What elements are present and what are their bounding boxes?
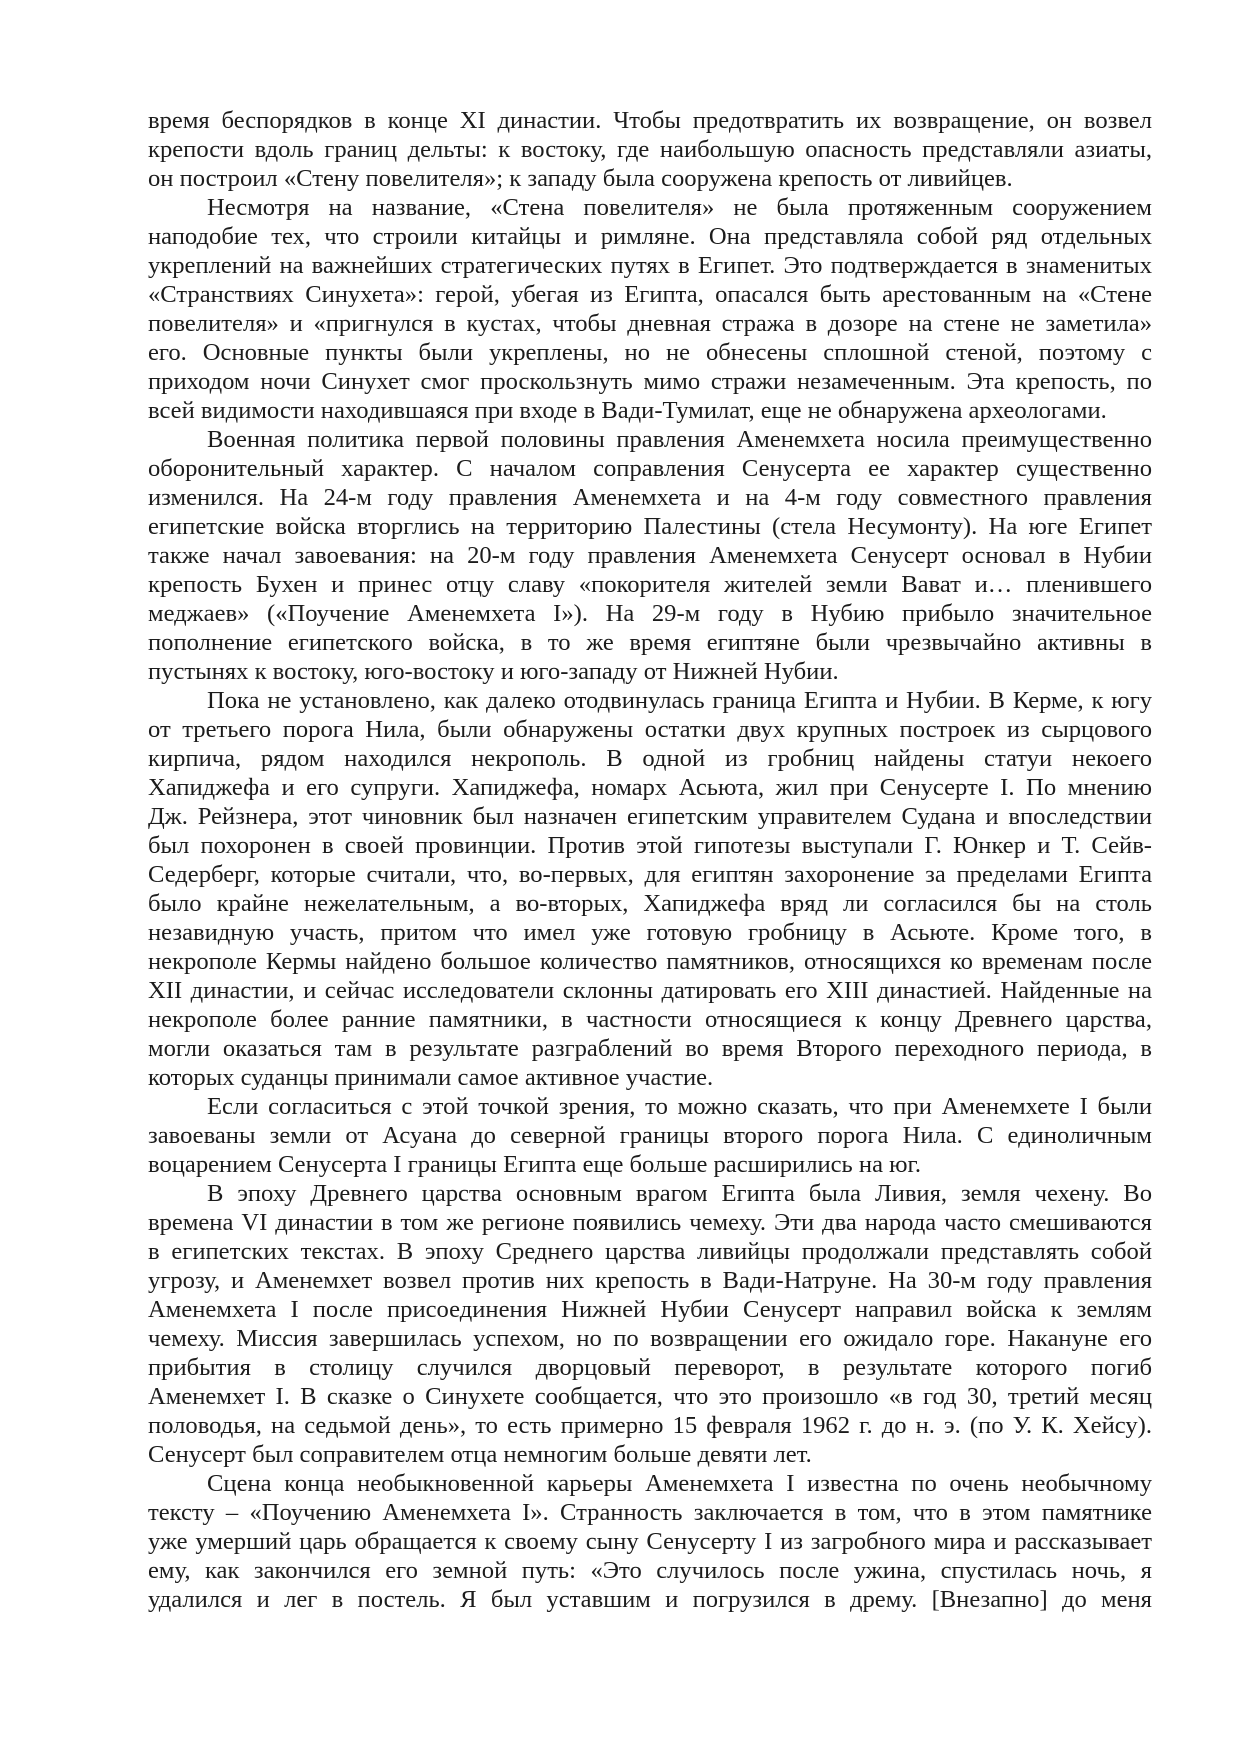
text-line: крепость Бухен и принес отцу славу «покорителя жителей земли Вават и… пленившего [148, 571, 1152, 598]
text-line: крепости вдоль границ дельты: к востоку, где наибольшую опасность представляли азиаты, [148, 136, 1152, 163]
text-line: завоеваны земли от Асуана до северной границы второго порога Нила. С единоличным [148, 1122, 1152, 1149]
text-line: кирпича, рядом находился некрополь. В одной из гробниц найдены статуи некоего [148, 745, 1152, 772]
text-line: Военная политика первой половины правления Аменемхета носила преимущественно [207, 426, 1152, 453]
text-line: Аменемхета I после присоединения Нижней Нубии Сенусерт направил войска к землям [148, 1296, 1152, 1323]
paragraph [148, 1179, 1152, 1469]
text-line: ему, как закончился его земной путь: «Это случилось после ужина, спустилась ночь, я [148, 1557, 1152, 1584]
text-line: оборонительный характер. С началом соправления Сенусерта ее характер существенно [148, 455, 1152, 482]
text-line: Седерберг, которые считали, что, во-первых, для египтян захоронение за пределами Египта [148, 861, 1152, 888]
text-line: чемеху. Миссия завершилась успехом, но по возвращении его ожидало горе. Накануне его [148, 1325, 1152, 1352]
text-line: укреплений на важнейших стратегических путях в Египет. Это подтверждается в знаменитых [148, 252, 1152, 279]
text-line: удалился и лег в постель. Я был уставшим и погрузился в дрему. [Внезапно] до меня [148, 1586, 1152, 1613]
text-line: которых суданцы принимали самое активное участие. [148, 1064, 714, 1091]
text-line: Хапиджефа и его супруги. Хапиджефа, номарх Асьюта, жил при Сенусерте I. По мнению [148, 774, 1152, 801]
text-line: могли оказаться там в результате разграблений во время Второго переходного периода, в [148, 1035, 1152, 1062]
text-line: его. Основные пункты были укреплены, но не обнесены сплошной стеной, поэтому с [148, 339, 1152, 366]
text-line: в египетских текстах. В эпоху Среднего царства ливийцы продолжали представлять собой [148, 1238, 1152, 1265]
text-line: XII династии, и сейчас исследователи склонны датировать его XIII династией. Найденные на [148, 977, 1152, 1004]
text-line: Сцена конца необыкновенной карьеры Аменемхета I известна по очень необычному [207, 1470, 1152, 1497]
text-line: также начал завоевания: на 20-м году правления Аменемхета Сенусерт основал в Нубии [148, 542, 1152, 569]
body-text [148, 106, 1152, 1614]
text-line: некрополе более ранние памятники, в частности относящиеся к концу Древнего царства, [148, 1006, 1152, 1033]
text-line: Сенусерт был соправителем отца немногим больше девяти лет. [148, 1441, 812, 1468]
text-line: «Странствиях Синухета»: герой, убегая из Египта, опасался быть арестованным на «Стене [148, 281, 1152, 308]
text-line: незавидную участь, притом что имел уже готовую гробницу в Асьюте. Кроме того, в [148, 919, 1152, 946]
paragraph-continuation [148, 106, 1152, 193]
text-line: египетские войска вторглись на территорию Палестины (стела Несумонту). На юге Египет [148, 513, 1152, 540]
paragraph [148, 1469, 1152, 1614]
paragraph [148, 193, 1152, 425]
text-line: Пока не установлено, как далеко отодвинулась граница Египта и Нубии. В Керме, к югу [207, 687, 1152, 714]
paragraph [148, 1092, 1152, 1179]
text-line: времена VI династии в том же регионе появились чемеху. Эти два народа часто смешиваются [148, 1209, 1152, 1236]
text-line: Если согласиться с этой точкой зрения, то можно сказать, что при Аменемхете I были [207, 1093, 1152, 1120]
text-line: уже умерший царь обращается к своему сыну Сенусерту I из загробного мира и рассказывает [148, 1528, 1152, 1555]
text-line: Несмотря на название, «Стена повелителя» не была протяженным сооружением [207, 194, 1152, 221]
text-line: изменился. На 24-м году правления Аменемхета и на 4-м году совместного правления [148, 484, 1152, 511]
text-line: от третьего порога Нила, были обнаружены остатки двух крупных построек из сырцового [148, 716, 1152, 743]
text-line: он построил «Стену повелителя»; к западу была сооружена крепость от ливийцев. [148, 165, 1013, 192]
text-line: меджаев» («Поучение Аменемхета I»). На 29-м году в Нубию прибыло значительное [148, 600, 1152, 627]
text-line: пополнение египетского войска, в то же время египтяне были чрезвычайно активны в [148, 629, 1152, 656]
paragraph [148, 425, 1152, 686]
text-line: воцарением Сенусерта I границы Египта еще больше расширились на юг. [148, 1151, 921, 1178]
text-line: наподобие тех, что строили китайцы и римляне. Она представляла собой ряд отдельных [148, 223, 1152, 250]
text-line: было крайне нежелательным, а во-вторых, Хапиджефа вряд ли согласился бы на столь [148, 890, 1152, 917]
text-line: В эпоху Древнего царства основным врагом Египта была Ливия, земля чехену. Во [207, 1180, 1152, 1207]
text-line: пустынях к востоку, юго-востоку и юго-западу от Нижней Нубии. [148, 658, 839, 685]
text-line: Дж. Рейзнера, этот чиновник был назначен египетским управителем Судана и впоследствии [148, 803, 1152, 830]
text-line: половодья, на седьмой день», то есть примерно 15 февраля 1962 г. до н. э. (по У. К. Хейсу). [148, 1412, 1152, 1439]
text-line: приходом ночи Синухет смог проскользнуть мимо стражи незамеченным. Эта крепость, по [148, 368, 1152, 395]
text-line: прибытия в столицу случился дворцовый переворот, в результате которого погиб [148, 1354, 1152, 1381]
text-line: время беспорядков в конце XI династии. Чтобы предотвратить их возвращение, он возвел [148, 107, 1152, 134]
text-line: Аменемхет I. В сказке о Синухете сообщается, что это произошло «в год 30, третий месяц [148, 1383, 1152, 1410]
paragraph [148, 686, 1152, 1092]
text-line: всей видимости находившаяся при входе в Вади-Тумилат, еще не обнаружена археологами. [148, 397, 1107, 424]
text-line: некрополе Кермы найдено большое количество памятников, относящихся ко временам после [148, 948, 1152, 975]
text-line: тексту – «Поучению Аменемхета I». Странность заключается в том, что в этом памятнике [148, 1499, 1152, 1526]
text-line: угрозу, и Аменемхет возвел против них крепость в Вади-Натруне. На 30-м году правления [148, 1267, 1152, 1294]
text-line: повелителя» и «пригнулся в кустах, чтобы дневная стража в дозоре на стене не заметила» [148, 310, 1152, 337]
text-line: был похоронен в своей провинции. Против этой гипотезы выступали Г. Юнкер и Т. Сейв- [148, 832, 1152, 859]
